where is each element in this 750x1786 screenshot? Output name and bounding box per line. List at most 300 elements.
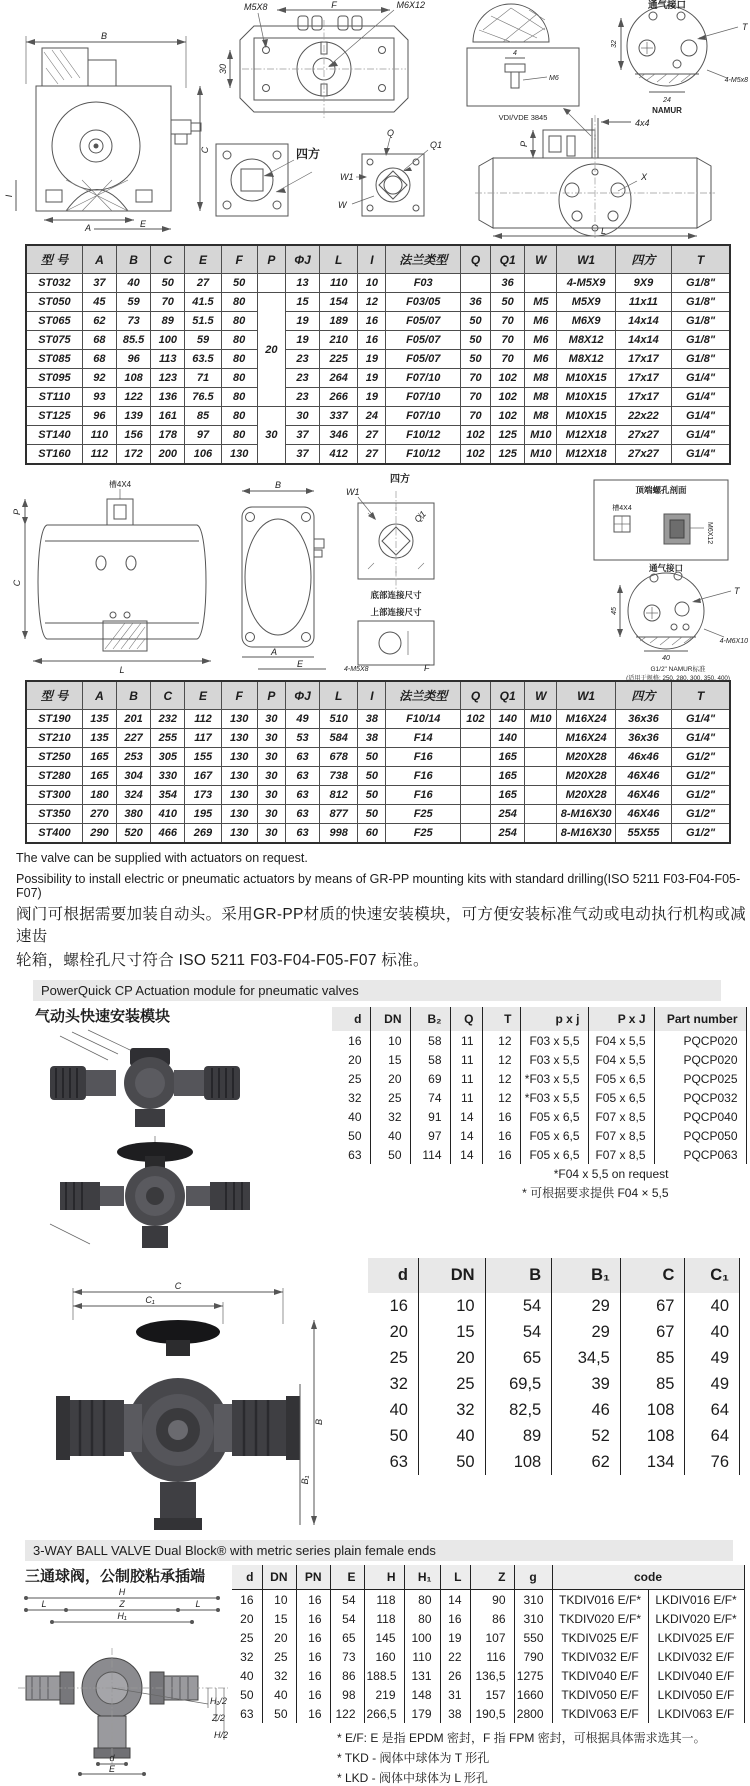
table-cell: G1/2" bbox=[672, 767, 730, 786]
table-cell: ST210 bbox=[26, 729, 82, 748]
table-cell: M20X28 bbox=[557, 767, 615, 786]
table-cell: G1/4" bbox=[672, 729, 730, 748]
table-cell: 67 bbox=[620, 1319, 685, 1345]
table-cell: 70 bbox=[460, 388, 490, 407]
table-cell: 20 bbox=[368, 1319, 418, 1345]
table-cell: 98 bbox=[330, 1685, 364, 1704]
column-header: C bbox=[151, 681, 185, 710]
table-cell: 50 bbox=[358, 786, 386, 805]
table-cell bbox=[525, 824, 557, 844]
dim-label-c: C bbox=[200, 146, 210, 154]
column-header: W1 bbox=[557, 681, 615, 710]
column-header: T bbox=[482, 1007, 520, 1031]
table-cell: 46x46 bbox=[615, 748, 671, 767]
table-cell: 22x22 bbox=[615, 407, 671, 426]
table-cell: 30 bbox=[257, 805, 285, 824]
table-cell: 23 bbox=[285, 369, 319, 388]
table-cell: 19 bbox=[440, 1628, 470, 1647]
table-row bbox=[26, 824, 730, 844]
table-cell: F05 x 6,5 bbox=[588, 1088, 654, 1107]
column-header: E bbox=[185, 681, 221, 710]
column-header: A bbox=[82, 245, 116, 274]
table-row bbox=[332, 1088, 746, 1107]
table-cell: PQCP063 bbox=[654, 1145, 746, 1164]
table-cell: 14 bbox=[450, 1107, 482, 1126]
table-cell: G1/4" bbox=[672, 426, 730, 445]
table-cell: 12 bbox=[482, 1088, 520, 1107]
table-cell: 114 bbox=[410, 1145, 450, 1164]
table-row bbox=[26, 426, 730, 445]
table-cell: 290 bbox=[82, 824, 116, 844]
table-cell: 225 bbox=[320, 350, 358, 369]
dim-label-h1: H₁ bbox=[117, 1611, 127, 1621]
dim-label-h1-2: H₁/2 bbox=[210, 1696, 227, 1706]
table-cell: 156 bbox=[117, 426, 151, 445]
column-header: ΦJ bbox=[285, 681, 319, 710]
dim-label-l: L bbox=[601, 226, 607, 236]
table-row bbox=[368, 1423, 740, 1449]
table-cell: LKDIV020 E/F* bbox=[648, 1609, 744, 1628]
table-cell: 96 bbox=[82, 407, 116, 426]
table-cell: 27 bbox=[358, 426, 386, 445]
column-header: C bbox=[620, 1258, 685, 1293]
table-cell: TKDIV050 E/F bbox=[552, 1685, 648, 1704]
column-header: Q bbox=[450, 1007, 482, 1031]
table-cell: 102 bbox=[460, 445, 490, 465]
dim-label-4: 4 bbox=[513, 50, 517, 57]
table-cell: 40 bbox=[368, 1397, 418, 1423]
square-drive-drawing bbox=[208, 136, 330, 226]
table-cell: 165 bbox=[491, 748, 525, 767]
dim-label-p: P bbox=[519, 140, 529, 148]
table-cell: ST160 bbox=[26, 445, 82, 465]
table-cell: M6X9 bbox=[557, 312, 615, 331]
table-cell: 14 bbox=[450, 1126, 482, 1145]
table-cell: 80 bbox=[221, 293, 257, 312]
dim-label-40: 40 bbox=[662, 655, 670, 662]
table-cell: 50 bbox=[262, 1704, 296, 1723]
dim-label-x: X bbox=[641, 172, 648, 182]
table-cell: 16 bbox=[296, 1704, 330, 1723]
table-row bbox=[368, 1449, 740, 1475]
table-cell: 70 bbox=[491, 350, 525, 369]
dim-label-h-2: H/2 bbox=[214, 1730, 229, 1740]
table-cell: 195 bbox=[185, 805, 221, 824]
table-cell: 41.5 bbox=[185, 293, 221, 312]
column-header: 型 号 bbox=[26, 245, 82, 274]
table-cell: M8X12 bbox=[557, 331, 615, 350]
table-cell bbox=[525, 767, 557, 786]
table-cell: 266,5 bbox=[364, 1704, 404, 1723]
table-cell: 82,5 bbox=[485, 1397, 552, 1423]
valve-dimension-photo bbox=[28, 1280, 328, 1532]
column-header: L bbox=[440, 1565, 470, 1590]
table-cell: 140 bbox=[491, 729, 525, 748]
table-cell: 36 bbox=[460, 293, 490, 312]
table-cell: 40 bbox=[418, 1423, 485, 1449]
table-cell: F14 bbox=[386, 729, 460, 748]
table-cell: 330 bbox=[151, 767, 185, 786]
table-cell: 210 bbox=[320, 331, 358, 350]
actuator-top-view-drawing bbox=[218, 0, 427, 124]
table-cell: 32 bbox=[232, 1647, 262, 1666]
table-cell: 190,5 bbox=[470, 1704, 514, 1723]
table-cell: 520 bbox=[117, 824, 151, 844]
dim-label-30: 30 bbox=[218, 63, 228, 75]
table-row bbox=[26, 729, 730, 748]
note-line-2: Possibility to install electric or pneumatic actuators by means of GR-PP mounting kits with standard drilling(ISO 5211 F03-F04-F05-F07) bbox=[16, 872, 741, 900]
table-cell: 125 bbox=[491, 445, 525, 465]
table-cell: 161 bbox=[151, 407, 185, 426]
table-cell: 80 bbox=[221, 312, 257, 331]
table-cell: ST300 bbox=[26, 786, 82, 805]
dim-label-f2: F bbox=[424, 663, 430, 673]
three-way-footnote-1: * E/F: E 是指 EPDM 密封，F 指 FPM 密封，可根据具体需求选其一。 bbox=[337, 1731, 706, 1745]
table-cell: M10 bbox=[525, 710, 557, 729]
table-row bbox=[332, 1069, 746, 1088]
table-cell: 790 bbox=[514, 1647, 552, 1666]
table-cell: 270 bbox=[82, 805, 116, 824]
column-header: W bbox=[525, 245, 557, 274]
column-header: PN bbox=[296, 1565, 330, 1590]
table-cell: 32 bbox=[370, 1107, 410, 1126]
table-cell: F05/07 bbox=[386, 312, 460, 331]
table-row bbox=[232, 1647, 744, 1666]
powerquick-title: PowerQuick CP Actuation module for pneumatic valves bbox=[33, 980, 721, 1001]
table-cell: 30 bbox=[257, 824, 285, 844]
column-header: T bbox=[672, 245, 730, 274]
table-cell: 179 bbox=[404, 1704, 440, 1723]
table-cell: 304 bbox=[117, 767, 151, 786]
valve-dimension-photo-wrap bbox=[0, 1258, 368, 1532]
column-header: E bbox=[185, 245, 221, 274]
table-cell: 232 bbox=[151, 710, 185, 729]
dim-label-w1: W1 bbox=[340, 172, 354, 182]
dim-label-l2: L bbox=[119, 665, 125, 675]
table-cell: 16 bbox=[440, 1609, 470, 1628]
table-cell: 254 bbox=[491, 805, 525, 824]
table-cell: ST110 bbox=[26, 388, 82, 407]
table-row bbox=[26, 445, 730, 465]
three-way-valve-section bbox=[0, 1540, 750, 1786]
table-cell: 29 bbox=[552, 1319, 621, 1345]
table-row bbox=[26, 350, 730, 369]
table-cell: G1/2" bbox=[672, 824, 730, 844]
square-drive-label: 四方 bbox=[296, 147, 321, 161]
table-cell: TKDIV025 E/F bbox=[552, 1628, 648, 1647]
table-cell: 29 bbox=[552, 1293, 621, 1319]
table-cell: 100 bbox=[151, 331, 185, 350]
table-cell: 102 bbox=[491, 369, 525, 388]
table-cell: 738 bbox=[320, 767, 358, 786]
table-cell: 11 bbox=[450, 1088, 482, 1107]
note-line-4: 轮箱，螺栓孔尺寸符合 ISO 5211 F03-F04-F05-F07 标准。 bbox=[16, 952, 429, 969]
table-cell: F05 x 6,5 bbox=[520, 1126, 588, 1145]
table-cell: 40 bbox=[232, 1666, 262, 1685]
table-cell: 20 bbox=[262, 1628, 296, 1647]
table-row bbox=[368, 1371, 740, 1397]
three-way-footnote-3: * LKD - 阀体中球体为 L 形孔 bbox=[337, 1771, 488, 1785]
dim-label-e: E bbox=[139, 219, 147, 229]
column-header: Q bbox=[460, 245, 490, 274]
dim-label-e2: E bbox=[296, 659, 304, 669]
column-header: 四方 bbox=[615, 245, 671, 274]
dim-label-h: H bbox=[118, 1588, 126, 1597]
table-cell: 122 bbox=[330, 1704, 364, 1723]
table-cell: 324 bbox=[117, 786, 151, 805]
table-cell: 46X46 bbox=[615, 786, 671, 805]
table-cell: F04 x 5,5 bbox=[588, 1031, 654, 1050]
dim-label-d: d bbox=[109, 1753, 115, 1763]
table-cell bbox=[460, 805, 490, 824]
table-cell: 102 bbox=[491, 407, 525, 426]
table-cell: F07 x 8,5 bbox=[588, 1107, 654, 1126]
table-cell: 305 bbox=[151, 748, 185, 767]
table-cell: 20 bbox=[332, 1050, 370, 1069]
column-header: DN bbox=[262, 1565, 296, 1590]
table-cell: 63 bbox=[368, 1449, 418, 1475]
table-row bbox=[26, 710, 730, 729]
table-cell: 135 bbox=[82, 729, 116, 748]
table-cell: 71 bbox=[185, 369, 221, 388]
table-cell: 86 bbox=[330, 1666, 364, 1685]
square-drive-label-2: 四方 bbox=[390, 474, 410, 485]
dim-label-t: T bbox=[742, 22, 748, 32]
table-cell: 337 bbox=[320, 407, 358, 426]
table-cell: 12 bbox=[482, 1069, 520, 1088]
top-section-title: 顶端螺孔剖面 bbox=[635, 485, 687, 495]
table-cell: ST400 bbox=[26, 824, 82, 844]
table-cell: 69 bbox=[410, 1069, 450, 1088]
table-cell: 110 bbox=[320, 274, 358, 293]
table-row bbox=[26, 805, 730, 824]
table-cell: LKDIV032 E/F bbox=[648, 1647, 744, 1666]
table-cell: 200 bbox=[151, 445, 185, 465]
table-cell: 50 bbox=[370, 1145, 410, 1164]
powerquick-right-column bbox=[332, 1001, 747, 1201]
table-cell: 63 bbox=[232, 1704, 262, 1723]
table-cell: 36 bbox=[491, 274, 525, 293]
table-cell: M8 bbox=[525, 369, 557, 388]
table-row bbox=[26, 369, 730, 388]
bottom-connection-label: 底部连接尺寸 bbox=[370, 590, 422, 600]
table-cell: M16X24 bbox=[557, 710, 615, 729]
valve-dimensions-section bbox=[0, 1258, 750, 1532]
column-header: 型 号 bbox=[26, 681, 82, 710]
table-cell: 49 bbox=[685, 1345, 740, 1371]
table-cell: 63.5 bbox=[185, 350, 221, 369]
table-cell: 219 bbox=[364, 1685, 404, 1704]
table-cell: 135 bbox=[82, 710, 116, 729]
table-cell: 52 bbox=[552, 1423, 621, 1449]
table-cell: 46 bbox=[552, 1397, 621, 1423]
table-cell: 118 bbox=[364, 1590, 404, 1610]
table-cell: 23 bbox=[285, 388, 319, 407]
table-cell: ST350 bbox=[26, 805, 82, 824]
table-cell: 354 bbox=[151, 786, 185, 805]
table-cell: G1/4" bbox=[672, 445, 730, 465]
table-cell bbox=[460, 786, 490, 805]
table-cell: 17x17 bbox=[615, 388, 671, 407]
table-cell: *F03 x 5,5 bbox=[520, 1088, 588, 1107]
table-cell: 812 bbox=[320, 786, 358, 805]
table-cell: 2800 bbox=[514, 1704, 552, 1723]
table-cell: 102 bbox=[491, 388, 525, 407]
table-row bbox=[232, 1590, 744, 1610]
table-cell: 50 bbox=[460, 350, 490, 369]
actuator-side-view-drawing-2 bbox=[12, 479, 225, 675]
table-cell: G1/4" bbox=[672, 388, 730, 407]
table-cell: 50 bbox=[368, 1423, 418, 1449]
table-cell: 55X55 bbox=[615, 824, 671, 844]
shaft-flange-drawing bbox=[332, 126, 452, 230]
column-header: H bbox=[364, 1565, 404, 1590]
table-cell: 16 bbox=[358, 331, 386, 350]
table-cell: 62 bbox=[82, 312, 116, 331]
table-cell: 68 bbox=[82, 331, 116, 350]
table-row bbox=[332, 1126, 746, 1145]
table-row bbox=[232, 1704, 744, 1723]
table-cell: 253 bbox=[117, 748, 151, 767]
valve-dimension-table bbox=[368, 1258, 740, 1475]
table-row bbox=[232, 1628, 744, 1647]
table-cell: 269 bbox=[185, 824, 221, 844]
table-cell: F03 bbox=[386, 274, 460, 293]
table-cell: F05/07 bbox=[386, 350, 460, 369]
table-cell: 14x14 bbox=[615, 331, 671, 350]
table-cell: 264 bbox=[320, 369, 358, 388]
powerquick-section bbox=[0, 980, 750, 1252]
table-cell: 80 bbox=[221, 407, 257, 426]
table-cell: M8 bbox=[525, 407, 557, 426]
table-cell: ST190 bbox=[26, 710, 82, 729]
table-cell: 30 bbox=[257, 407, 285, 465]
table-cell: ST050 bbox=[26, 293, 82, 312]
table-cell: 1275 bbox=[514, 1666, 552, 1685]
table-cell: F05 x 6,5 bbox=[520, 1145, 588, 1164]
dim-label-45: 45 bbox=[611, 607, 618, 615]
table-cell: 180 bbox=[82, 786, 116, 805]
table-cell: 16 bbox=[296, 1647, 330, 1666]
table-cell: 17x17 bbox=[615, 369, 671, 388]
dim-label-z-2: Z/2 bbox=[212, 1713, 226, 1723]
table-row bbox=[26, 274, 730, 293]
table-cell: 19 bbox=[285, 331, 319, 350]
table-cell: M20X28 bbox=[557, 748, 615, 767]
table-cell: 65 bbox=[330, 1628, 364, 1647]
actuator-dimension-table-st190-st400 bbox=[25, 680, 731, 844]
table-cell: 20 bbox=[418, 1345, 485, 1371]
column-header: code bbox=[552, 1565, 744, 1590]
column-header: L bbox=[320, 681, 358, 710]
column-header: Z bbox=[470, 1565, 514, 1590]
table-cell: 254 bbox=[491, 824, 525, 844]
table-cell: 122 bbox=[117, 388, 151, 407]
table-cell: 108 bbox=[117, 369, 151, 388]
table-cell: 136 bbox=[151, 388, 185, 407]
table-cell: M10X15 bbox=[557, 388, 615, 407]
table-row bbox=[26, 767, 730, 786]
table-cell: 112 bbox=[82, 445, 116, 465]
dim-label-f: F bbox=[331, 0, 337, 10]
column-header: B bbox=[485, 1258, 552, 1293]
table-cell: 11 bbox=[450, 1069, 482, 1088]
table-cell: 266 bbox=[320, 388, 358, 407]
table-cell: 59 bbox=[117, 293, 151, 312]
table-cell: ST075 bbox=[26, 331, 82, 350]
table-cell: 160 bbox=[364, 1647, 404, 1666]
table-cell: 30 bbox=[257, 729, 285, 748]
table-cell: 60 bbox=[358, 824, 386, 844]
table-cell: 30 bbox=[257, 710, 285, 729]
table-cell: 50 bbox=[332, 1126, 370, 1145]
table-cell: 26 bbox=[440, 1666, 470, 1685]
vdi-standard-label: VDI/VDE 3845 bbox=[498, 113, 548, 122]
table-cell: 16 bbox=[296, 1609, 330, 1628]
table-cell: 27x27 bbox=[615, 445, 671, 465]
table-cell: 31 bbox=[440, 1685, 470, 1704]
three-way-title: 3-WAY BALL VALVE Dual Block® with metric series plain female ends bbox=[25, 1540, 733, 1561]
table-cell: 16 bbox=[296, 1685, 330, 1704]
table-cell: 37 bbox=[285, 445, 319, 465]
table-cell: 310 bbox=[514, 1590, 552, 1610]
table-cell: 8-M16X30 bbox=[557, 824, 615, 844]
table-cell: 412 bbox=[320, 445, 358, 465]
table-row bbox=[26, 388, 730, 407]
table-cell: 10 bbox=[262, 1590, 296, 1610]
table-cell: 102 bbox=[460, 426, 490, 445]
table-cell: ST125 bbox=[26, 407, 82, 426]
table-cell: 68 bbox=[82, 350, 116, 369]
table-cell: G1/4" bbox=[672, 407, 730, 426]
three-way-left-column bbox=[0, 1561, 230, 1778]
table-cell: 27 bbox=[358, 445, 386, 465]
table-cell: 65 bbox=[485, 1345, 552, 1371]
table-cell: 76.5 bbox=[185, 388, 221, 407]
table-cell: G1/8" bbox=[672, 312, 730, 331]
powerquick-footnote-cn: * 可根据要求提供 F04 × 5,5 bbox=[522, 1186, 669, 1200]
table-cell: 86 bbox=[470, 1609, 514, 1628]
table-cell: 59 bbox=[185, 331, 221, 350]
table-cell: 130 bbox=[221, 748, 257, 767]
table-cell: TKDIV020 E/F* bbox=[552, 1609, 648, 1628]
table-cell: 16 bbox=[482, 1145, 520, 1164]
table-cell: 155 bbox=[185, 748, 221, 767]
table-cell: 50 bbox=[460, 312, 490, 331]
table-cell: 19 bbox=[358, 369, 386, 388]
table-cell: M16X24 bbox=[557, 729, 615, 748]
table-header-row bbox=[332, 1007, 746, 1031]
column-header: 法兰类型 bbox=[386, 681, 460, 710]
table-cell: PQCP032 bbox=[654, 1088, 746, 1107]
three-way-footnote-2: * TKD - 阀体中球体为 T 形孔 bbox=[337, 1751, 490, 1765]
table-cell: F04 x 5,5 bbox=[588, 1050, 654, 1069]
column-header: Q bbox=[460, 681, 490, 710]
table-cell: 466 bbox=[151, 824, 185, 844]
table-cell: M8 bbox=[525, 388, 557, 407]
table-cell: 46X46 bbox=[615, 805, 671, 824]
table-cell: PQCP020 bbox=[654, 1031, 746, 1050]
table-cell: 80 bbox=[221, 388, 257, 407]
dim-label-l-left: L bbox=[41, 1599, 47, 1609]
table-cell: TKDIV063 E/F bbox=[552, 1704, 648, 1723]
table-header-row bbox=[26, 681, 730, 710]
table-cell: 80 bbox=[404, 1609, 440, 1628]
table-cell: TKDIV016 E/F* bbox=[552, 1590, 648, 1610]
thread-label-m6x12: M6X12 bbox=[396, 0, 425, 10]
table-cell: TKDIV040 E/F bbox=[552, 1666, 648, 1685]
table-cell: 73 bbox=[330, 1647, 364, 1666]
